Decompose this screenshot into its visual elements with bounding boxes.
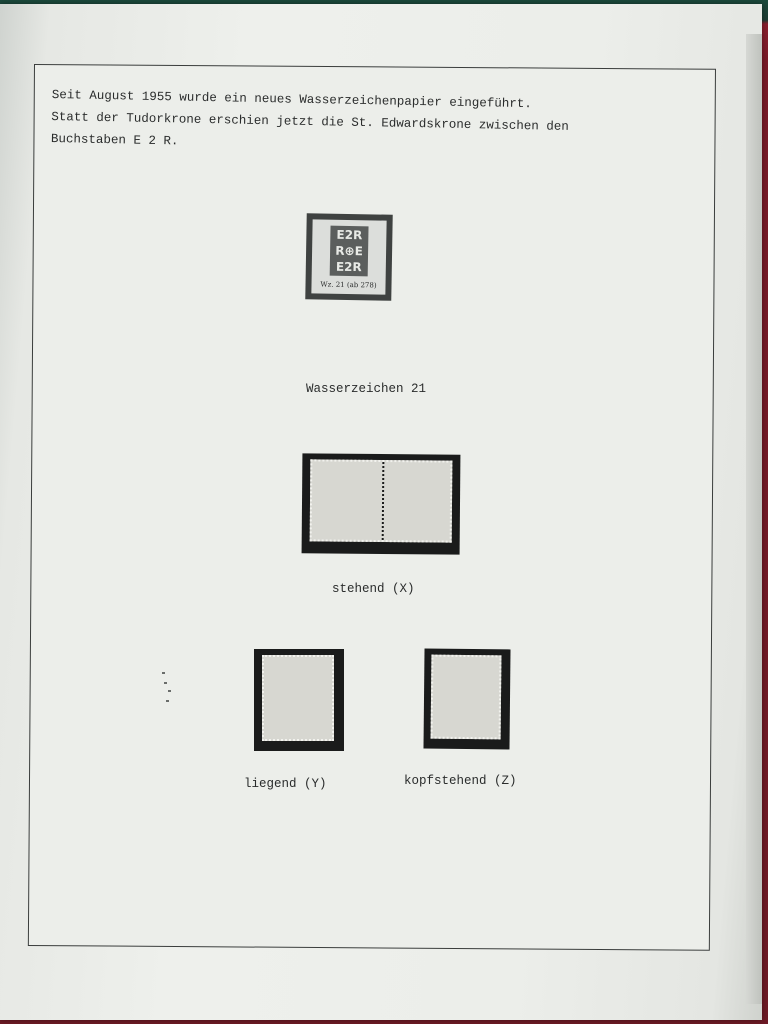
- sideways-stamp: [262, 655, 334, 741]
- stamp-pair-mount: [302, 453, 461, 554]
- inverted-caption: kopfstehend (Z): [404, 774, 517, 788]
- watermark-caption: Wasserzeichen 21: [306, 382, 427, 396]
- page-edge: [746, 34, 762, 1004]
- inverted-stamp: [431, 655, 502, 740]
- sideways-caption: liegend (Y): [244, 777, 327, 791]
- upright-caption: stehend (X): [332, 582, 415, 596]
- sideways-stamp-mount: [254, 649, 344, 751]
- stamp-pair-perforation: [382, 462, 385, 540]
- watermark-illustration: [305, 213, 392, 300]
- stamp-pair: [310, 459, 453, 542]
- paper-specks: [160, 672, 170, 712]
- intro-line-2: Statt der Tudorkrone erschien jetzt die St. Edwardskrone zwischen den: [51, 109, 569, 134]
- intro-text: [51, 84, 652, 162]
- watermark-pattern: [330, 226, 369, 277]
- watermark-label: Wz. 21 (ab 278): [320, 280, 377, 290]
- inverted-stamp-mount: [423, 649, 510, 750]
- watermark-row-2: R⊕E: [335, 243, 363, 259]
- album-page: [0, 4, 762, 1020]
- intro-line-1: Seit August 1955 wurde ein neues Wasserzeichenpapier eingeführt.: [51, 87, 532, 112]
- watermark-row-1: E2R: [336, 227, 363, 243]
- intro-line-3: Buchstaben E 2 R.: [50, 131, 179, 149]
- watermark-row-3: E2R: [335, 259, 362, 275]
- watermark-inner: [311, 219, 386, 294]
